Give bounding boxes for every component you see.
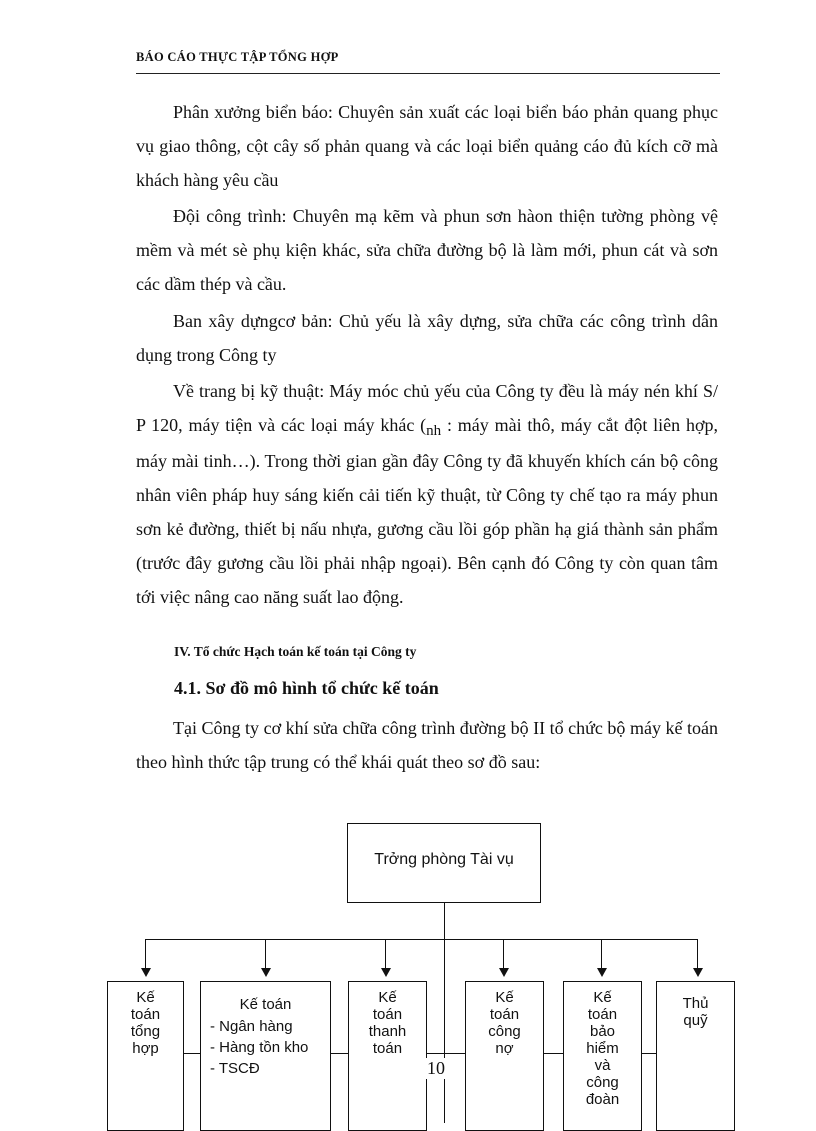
chart-box-line: thanh	[368, 1023, 407, 1040]
arrow-down-icon	[261, 968, 271, 977]
chart-box-line: công	[488, 1023, 521, 1040]
chart-box-line: toán	[372, 1006, 403, 1023]
page-number: 10	[427, 1058, 445, 1078]
text-part: : máy mài thô, máy cắt đột liên hợp, máy mài tinh…). Trong thời gian gần đây Công ty đã khuyến khích cán bộ công nhân viên pháp huy sáng kiến cải tiến kỹ thuật, từ Công ty chế tạo ra máy phun sơn kẻ đường, thiết bị nấu nhựa, gương cầu lồi góp phần hạ giá thành sản phẩm (trước đây gương cầu lồi phải nhập ngoại). Bên cạnh đó Công ty còn quan tâm tới việc nâng cao năng suất lao động.	[136, 415, 718, 607]
chart-box-label	[657, 995, 734, 1029]
chart-box-line: bảo	[589, 1023, 616, 1040]
connector-drop	[145, 939, 146, 968]
chart-box-label: Trởng phòng Tài vụ	[374, 851, 514, 868]
chart-box-ke-toan-thanh-toan	[348, 981, 427, 1131]
section-heading-iv: IV. Tổ chức Hạch toán kế toán tại Công ty	[174, 644, 417, 659]
chart-box-ke-toan-ngan-hang	[200, 981, 331, 1131]
chart-box-line: toán	[372, 1040, 403, 1057]
chart-box-line: tổng	[130, 1023, 161, 1040]
chart-box-line: công	[586, 1074, 619, 1091]
chart-box-line: hiểm	[586, 1040, 619, 1057]
connector-drop	[697, 939, 698, 968]
chart-box-line: Thủ	[682, 995, 709, 1012]
text-part: Về trang bị kỹ thuật: Máy móc chủ yếu của Công ty đều là máy nén khí S/ P 120, máy tiện và các loại máy khác (	[136, 381, 718, 435]
abbrev-nh: nh	[426, 423, 442, 439]
chart-box-line: toán	[130, 1006, 161, 1023]
connector-drop	[385, 939, 386, 968]
chart-box-thu-quy	[656, 981, 735, 1131]
connector-side	[641, 1053, 657, 1054]
chart-box-line: - Hàng tồn kho	[210, 1039, 309, 1056]
chart-box-line: và	[594, 1057, 611, 1074]
paragraph-doi-cong-trinh: Đội công trình: Chuyên mạ kẽm và phun sơn hàon thiện tường phòng vệ mềm và mét sè phụ kiện khác, sửa chữa đường bộ là làm mới, phun cát và sơn các dầm thép và cầu.	[136, 206, 718, 294]
header-title: BÁO CÁO THỰC TẬP TỔNG HỢP	[136, 50, 339, 64]
chart-box-ke-toan-cong-no	[465, 981, 544, 1131]
chart-box-label	[466, 989, 543, 1057]
arrow-down-icon	[597, 968, 607, 977]
chart-box-label	[564, 989, 641, 1108]
chart-box-line: nợ	[495, 1040, 514, 1057]
header-rule	[136, 73, 720, 74]
connector-vertical-main	[444, 903, 445, 1123]
chart-box-label	[108, 989, 183, 1057]
paragraph-trang-bi-ky-thuat	[136, 374, 718, 614]
chart-box-list	[201, 1016, 330, 1079]
connector-drop	[601, 939, 602, 968]
paragraph-intro-chart: Tại Công ty cơ khí sửa chữa công trình đường bộ II tổ chức bộ máy kế toán theo hình thức tập trung có thể khái quát theo sơ đồ sau:	[136, 718, 718, 772]
connector-side	[183, 1053, 201, 1054]
chart-box-line: hợp	[132, 1040, 159, 1057]
chart-box-ke-toan-tong-hop	[107, 981, 184, 1131]
chart-box-title: Kế toán	[239, 996, 292, 1013]
connector-horizontal	[145, 939, 698, 940]
connector-drop	[265, 939, 266, 968]
arrow-down-icon	[499, 968, 509, 977]
chart-box-label	[349, 989, 426, 1057]
section-heading-4-1: 4.1. Sơ đồ mô hình tổ chức kế toán	[174, 678, 439, 698]
chart-box-line: quỹ	[683, 1012, 708, 1029]
chart-box-line: Kế	[136, 989, 155, 1006]
chart-box-line: toán	[587, 1006, 618, 1023]
chart-box-truong-phong	[347, 823, 541, 903]
chart-box-line: - Ngân hàng	[210, 1018, 293, 1035]
chart-box-line: - TSCĐ	[210, 1060, 260, 1077]
paragraph-ban-xay-dung: Ban xây dựngcơ bản: Chủ yếu là xây dựng, sửa chữa các công trình dân dụng trong Công ty	[136, 311, 718, 365]
chart-box-ke-toan-bao-hiem	[563, 981, 642, 1131]
connector-side	[426, 1053, 466, 1054]
chart-box-line: Kế	[593, 989, 612, 1006]
arrow-down-icon	[141, 968, 151, 977]
arrow-down-icon	[381, 968, 391, 977]
connector-drop	[503, 939, 504, 968]
paragraph-bien-bao: Phân xưởng biển báo: Chuyên sản xuất các loại biển báo phản quang phục vụ giao thông, cột cây số phản quang và các loại biển quảng cáo đủ kích cỡ mà khách hàng yêu cầu	[136, 102, 718, 190]
chart-box-line: Kế	[378, 989, 397, 1006]
arrow-down-icon	[693, 968, 703, 977]
connector-side	[330, 1053, 349, 1054]
connector-side	[543, 1053, 564, 1054]
chart-box-line: Kế	[495, 989, 514, 1006]
chart-box-line: đoàn	[585, 1091, 620, 1108]
chart-box-line: toán	[489, 1006, 520, 1023]
